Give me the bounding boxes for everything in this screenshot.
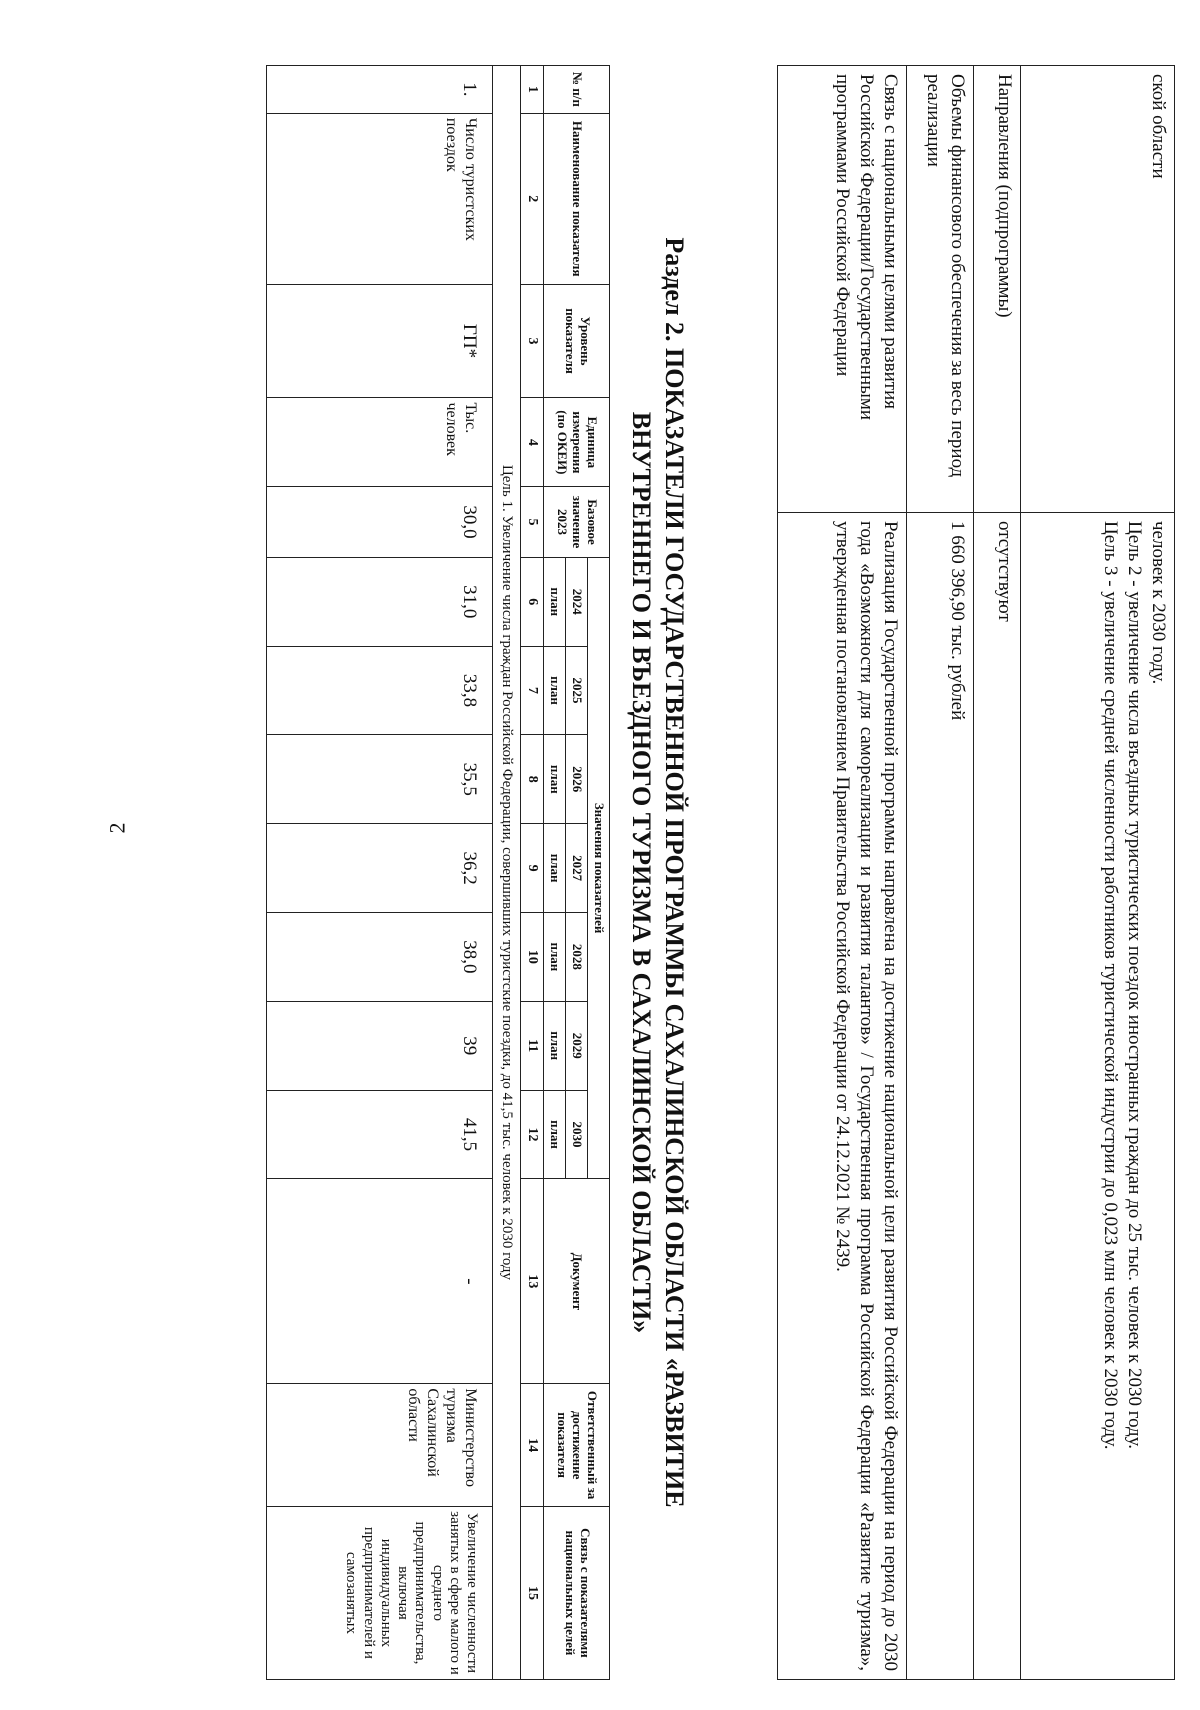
column-number: 5	[521, 487, 544, 558]
header-plan: план	[544, 913, 566, 1002]
row-national-goal-link: Увеличение численности занятых в сфере малого и среднего предпринимательства, включая индивидуальных предпринимателей и самозанятых	[267, 1506, 493, 1679]
passport-value-line: человек к 2030 году.	[1148, 521, 1169, 685]
indicators-table	[266, 65, 610, 1680]
header-year: 2029	[566, 1001, 588, 1090]
column-number: 4	[521, 398, 544, 487]
row-document: -	[267, 1179, 493, 1384]
header-plan: план	[544, 1090, 566, 1179]
header-plan: план	[544, 1001, 566, 1090]
header-plan: план	[544, 646, 566, 735]
section-title-line: ВНУТРЕННЕГО И ВЪЕЗДНОГО ТУРИЗМА В САХАЛИНСКОЙ ОБЛАСТИ»	[627, 411, 657, 1334]
section-title	[625, 65, 690, 1680]
header-responsible: Ответственный за достижение показателя	[544, 1384, 610, 1507]
page-number: 2	[104, 822, 130, 834]
row-num: 1.	[267, 66, 493, 114]
row-unit: Тыс. человек	[267, 398, 493, 487]
header-base: Базовое значение 2023	[544, 487, 610, 558]
column-number: 14	[521, 1384, 544, 1507]
column-number: 2	[521, 113, 544, 284]
header-plan: план	[544, 735, 566, 824]
passport-label: Направления (подпрограммы)	[974, 66, 1021, 513]
row-responsible: Министерство туризма Сахалинской области	[267, 1384, 493, 1507]
header-year: 2025	[566, 646, 588, 735]
row-value: 36,2	[267, 824, 493, 913]
column-number: 6	[521, 557, 544, 646]
column-number: 1	[521, 66, 544, 114]
header-plan: план	[544, 557, 566, 646]
passport-value: Реализация Государственной программы направлена на достижение национальной цели развития Российской Федерации на период до 2030 года «Возможности для самореализации и развития талантов» / Государственная программа Российской Федерации «Развитие туризма», утвержденная постановлением Правительства Российской Федерации от 24.12.2021 № 2439.	[778, 513, 907, 1680]
column-number: 7	[521, 646, 544, 735]
header-year: 2027	[566, 824, 588, 913]
table-row	[267, 66, 493, 1680]
row-value: 38,0	[267, 913, 493, 1002]
header-num: № п/п	[544, 66, 610, 114]
passport-label: ской области	[1021, 66, 1175, 513]
rotated-page-content	[65, 65, 1175, 1695]
column-number-row	[521, 66, 544, 1680]
column-number: 10	[521, 913, 544, 1002]
header-unit: Единица измерения (по ОКЕИ)	[544, 398, 610, 487]
header-year: 2024	[566, 557, 588, 646]
header-year: 2026	[566, 735, 588, 824]
passport-label: Связь с национальными целями развития Российской Федерации/Государственными программами Российской Федерации	[778, 66, 907, 513]
section-title-line: Раздел 2. ПОКАЗАТЕЛИ ГОСУДАРСТВЕННОЙ ПРОГРАММЫ САХАЛИНСКОЙ ОБЛАСТИ «РАЗВИТИЕ	[660, 237, 689, 1508]
passport-row	[907, 66, 974, 1680]
header-name: Наименование показателя	[544, 113, 610, 284]
header-year: 2028	[566, 913, 588, 1002]
row-value: 31,0	[267, 557, 493, 646]
row-base: 30,0	[267, 487, 493, 558]
passport-value: 1 660 396,90 тыс. рублей	[907, 513, 974, 1680]
header-level: Уровень показателя	[544, 284, 610, 398]
column-number: 3	[521, 284, 544, 398]
header-row	[588, 66, 610, 1680]
passport-value-line: Цель 2 - увеличение числа въездных туристических поездок иностранных граждан до 25 тыс. человек к 2030 году.	[1124, 521, 1146, 1450]
passport-row	[974, 66, 1021, 1680]
passport-row	[778, 66, 907, 1680]
passport-label: Объемы финансового обеспечения за весь период реализации	[907, 66, 974, 513]
column-number: 11	[521, 1001, 544, 1090]
passport-value-line: Цель 3 - увеличение средней численности работников туристической индустрии до 0,023 млн человек к 2030 году.	[1100, 521, 1122, 1450]
column-number: 8	[521, 735, 544, 824]
row-level: ГП*	[267, 284, 493, 398]
header-plan: план	[544, 824, 566, 913]
column-number: 9	[521, 824, 544, 913]
row-value: 41,5	[267, 1090, 493, 1179]
passport-value	[1021, 513, 1175, 1680]
header-values-group: Значения показателей	[588, 557, 610, 1179]
row-value: 39	[267, 1001, 493, 1090]
row-value: 33,8	[267, 646, 493, 735]
row-value: 35,5	[267, 735, 493, 824]
column-number: 12	[521, 1090, 544, 1179]
column-number: 13	[521, 1179, 544, 1384]
header-link: Связь с показателями национальных целей	[544, 1506, 610, 1679]
passport-table	[777, 65, 1175, 1680]
passport-row	[1021, 66, 1175, 1680]
header-document: Документ	[544, 1179, 610, 1384]
column-number: 15	[521, 1506, 544, 1679]
goal-row	[493, 66, 521, 1680]
goal-text: Цель 1. Увеличение числа граждан Российской Федерации, совершивших туристские поездки, до 41,5 тыс. человек к 2030 году	[493, 66, 521, 1680]
row-name: Число туристских поездок	[267, 113, 493, 284]
passport-value: отсутствуют	[974, 513, 1021, 1680]
header-year: 2030	[566, 1090, 588, 1179]
